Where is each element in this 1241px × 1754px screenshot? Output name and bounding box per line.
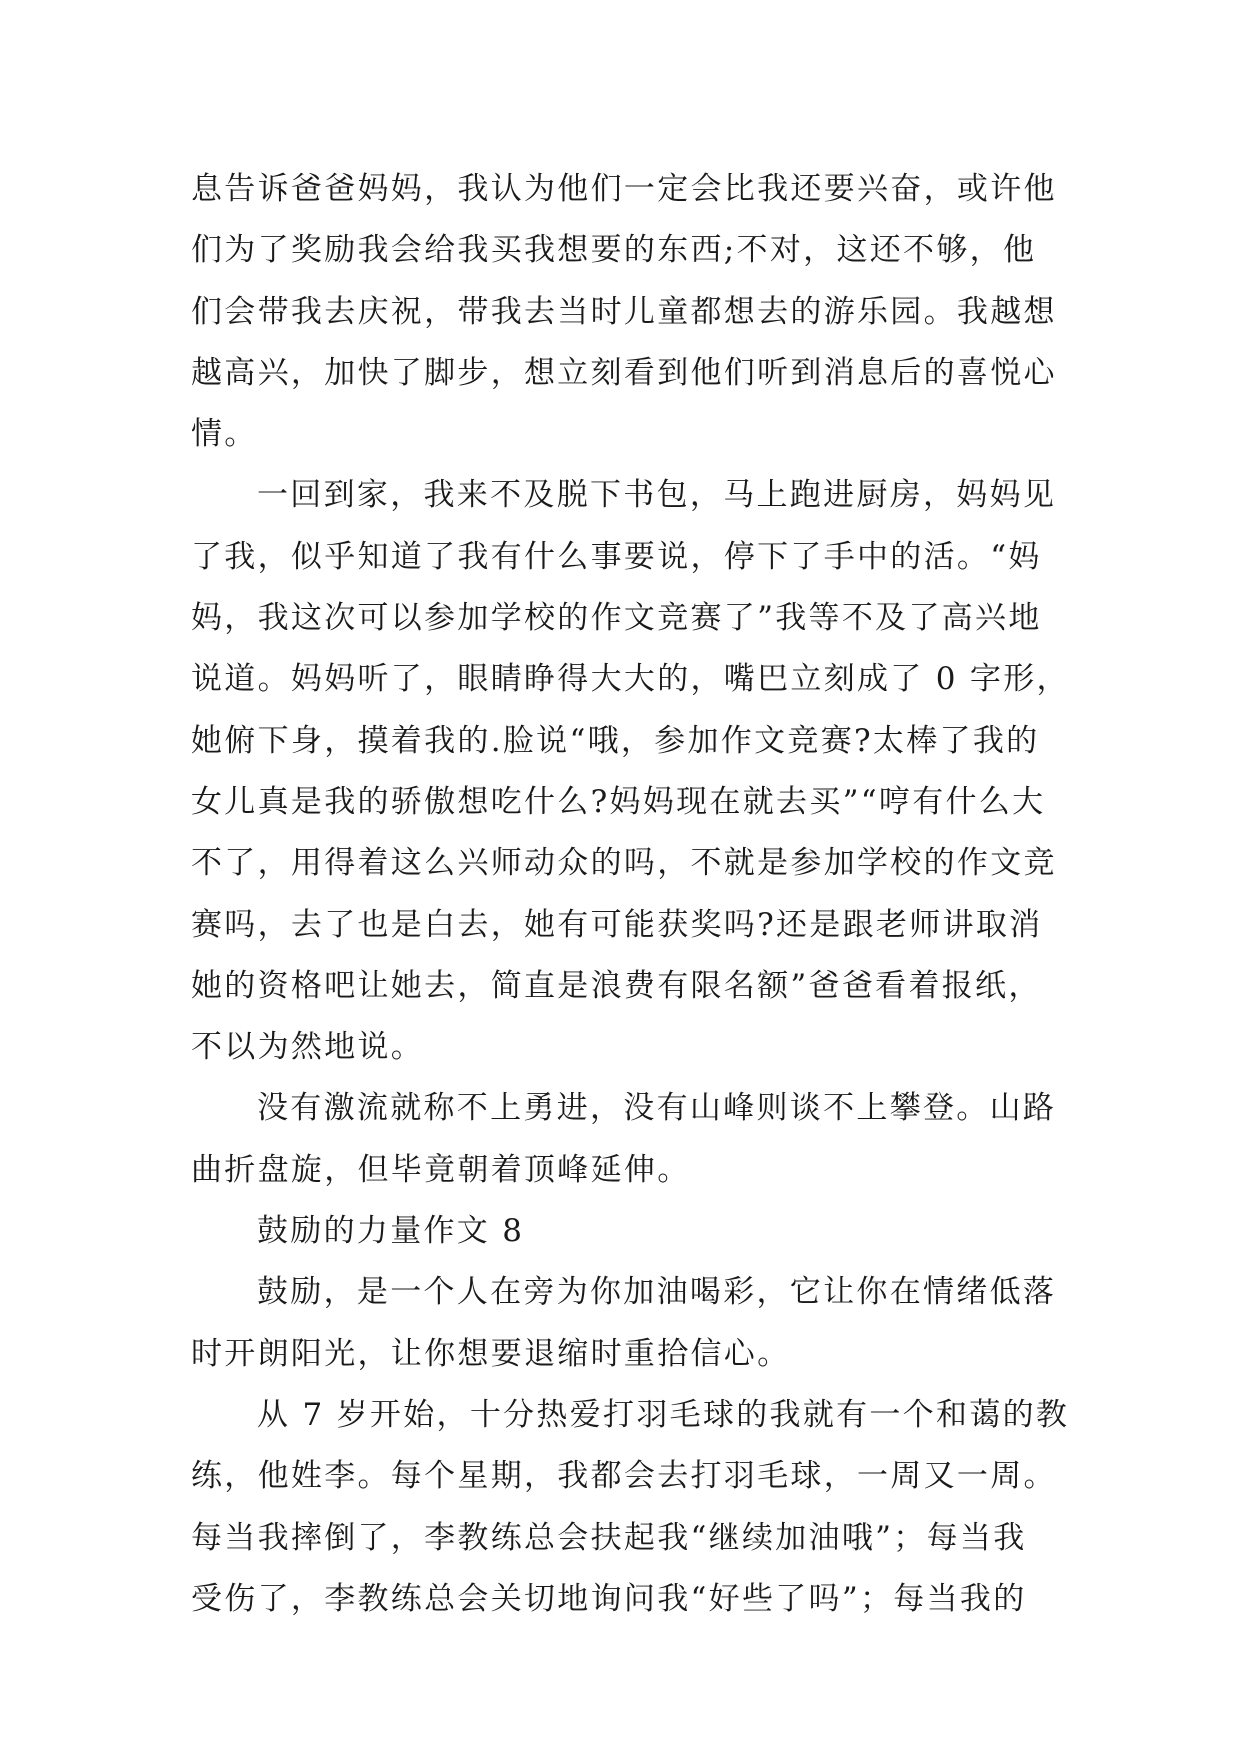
text-line: 不了，用得着这么兴师动众的吗，不就是参加学校的作文竞 <box>191 845 1057 882</box>
paragraph-start-line: 鼓励，是一个人在旁为你加油喝彩，它让你在情绪低落 <box>257 1274 1057 1311</box>
section-heading: 鼓励的力量作文 8 <box>257 1213 525 1250</box>
text-line: 们为了奖励我会给我买我想要的东西;不对，这还不够，他 <box>191 232 1037 269</box>
text-line: 赛吗，去了也是白去，她有可能获奖吗?还是跟老师讲取消 <box>191 906 1043 943</box>
text-line: 练，他姓李。每个星期，我都会去打羽毛球，一周又一周。 <box>191 1458 1057 1495</box>
text-line: 妈，我这次可以参加学校的作文竞赛了”我等不及了高兴地 <box>191 600 1042 637</box>
text-line: 情。 <box>191 416 258 453</box>
paragraph-start-line: 从 7 岁开始，十分热爱打羽毛球的我就有一个和蔼的教 <box>257 1396 1070 1433</box>
text-line: 女儿真是我的骄傲想吃什么?妈妈现在就去买”“哼有什么大 <box>191 783 1046 820</box>
paragraph-start-line: 没有激流就称不上勇进，没有山峰则谈不上攀登。山路 <box>257 1090 1057 1127</box>
text-line: 不以为然地说。 <box>191 1029 425 1066</box>
text-line: 越高兴，加快了脚步，想立刻看到他们听到消息后的喜悦心 <box>191 354 1057 391</box>
text-line: 受伤了，李教练总会关切地询问我“好些了吗”；每当我的 <box>191 1580 1027 1617</box>
text-line: 息告诉爸爸妈妈，我认为他们一定会比我还要兴奋，或许他 <box>191 171 1057 207</box>
text-line: 们会带我去庆祝，带我去当时儿童都想去的游乐园。我越想 <box>191 293 1057 330</box>
document-body <box>191 159 1071 1630</box>
paragraph-start-line: 一回到家，我来不及脱下书包，马上跑进厨房，妈妈见 <box>257 477 1057 514</box>
text-line: 说道。妈妈听了，眼睛睁得大大的，嘴巴立刻成了 0 字形， <box>191 661 1070 698</box>
text-line: 曲折盘旋，但毕竟朝着顶峰延伸。 <box>191 1151 691 1188</box>
text-line: 她俯下身，摸着我的.脸说“哦，参加作文竞赛?太棒了我的 <box>191 722 1040 759</box>
text-line: 时开朗阳光，让你想要退缩时重拾信心。 <box>191 1335 791 1372</box>
text-line: 她的资格吧让她去，简直是浪费有限名额”爸爸看着报纸， <box>191 967 1042 1004</box>
text-line: 了我，似乎知道了我有什么事要说，停下了手中的活。“妈 <box>191 538 1042 575</box>
text-line: 每当我摔倒了，李教练总会扶起我“继续加油哦”；每当我 <box>191 1519 1027 1556</box>
